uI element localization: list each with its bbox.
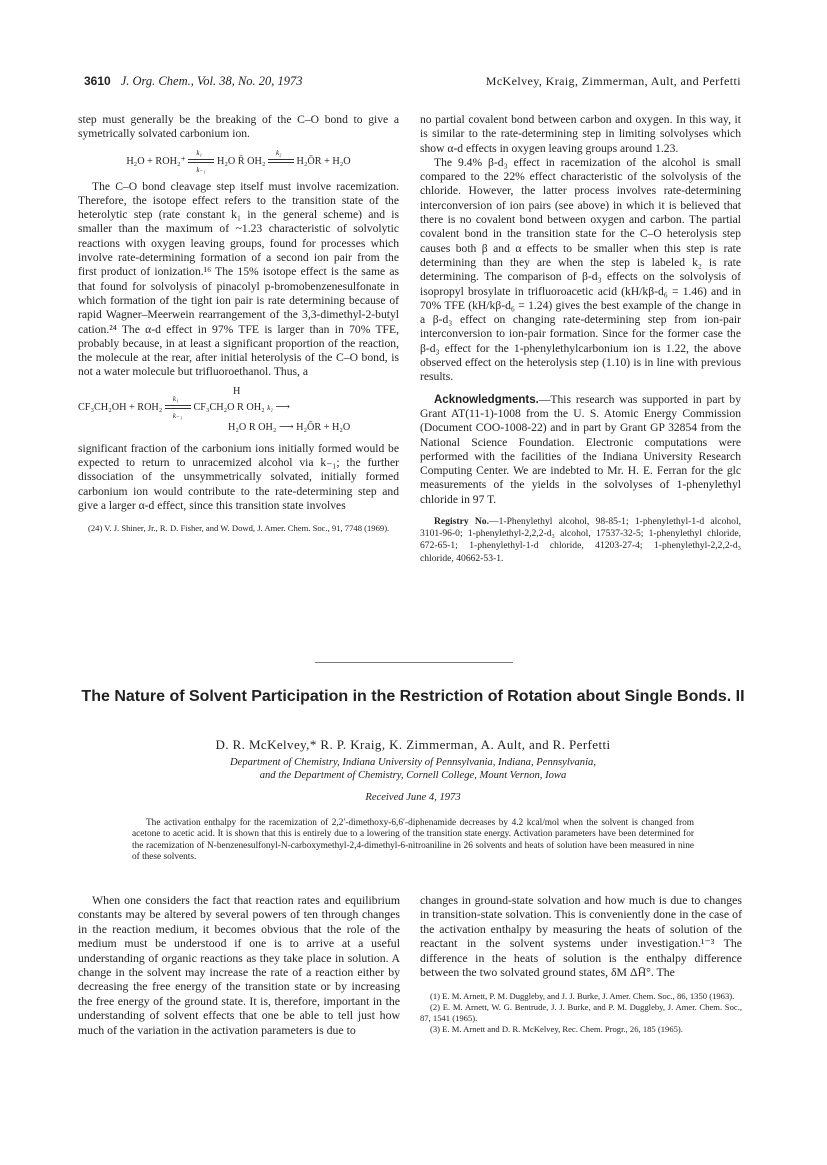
article-title: The Nature of Solvent Participation in the Restriction of Rotation about Single Bonds. II [81,688,745,705]
footnote: (2) E. M. Arnett, W. G. Bentrude, J. J. Burke, and P. M. Duggleby, J. Amer. Chem. Soc., 87, 1541 (1965). [420,1002,742,1024]
body-left-column [78,893,400,1037]
footnote: (24) V. J. Shiner, Jr., R. D. Fisher, and W. Dowd, J. Amer. Chem. Soc., 91, 7748 (1969). [88,523,390,534]
footnotes [420,991,742,1035]
paragraph: When one considers the fact that reaction rates and equilibrium constants may be altered by several powers of ten through changes in the reaction medium, it becomes obvious that the role of the medium must be understood if one is to arrive at a useful understanding of organic reactions as they take place in solution. A change in the solvent may increase the rate of a reaction either by decreasing the free energy of the transition state or by increasing the free energy of the ground state. It is, therefore, important in the understanding of solvent effects that one be able to tell just how much of the variation in the activation parameters is due to [78,893,400,1037]
acknowledgments-heading: Acknowledgments. [434,393,539,406]
affiliation: Department of Chemistry, Indiana University of Pennsylvania, Indiana, Pennsylvania, and the Department of Chemistry, Cornell College, Mount Vernon, Iowa [229,757,596,781]
abstract: The activation enthalpy for the racemization of 2,2′-dimethoxy-6,6′-diphenamide decreases by 4.2 kcal/mol when the solvent is changed from acetone to acetic acid. It is shown that this is entirely due to a lowering of the transition state energy. Activation parameters have been determined for the racemization of N-benzenesulfonyl-N-carboxymethyl-2,4-dimethyl-6-nitroaniline in 26 solvents and heats of solution have been measured in nine of these solvents. [132,818,694,863]
running-header [84,74,741,90]
paragraph: The C–O bond cleavage step itself must involve racemization. Therefore, the isotope effect refers to the transition state of the heterolytic step (rate constant k₁ in the general scheme) and is smaller than the maximum of ~1.23 characteristic of solvolytic reactions with oxygen leaving groups, found for processes which involve rate-determining formation of a second ion pair from the first product of ionization.¹⁶ The 15% isotope effect is the same as that found for solvolysis of pinacolyl p-bromobenzenesulfonate in which formation of the tight ion pair is rate determining because of rapid Wagner–Meerwein rearrangement of the 3,3-dimethyl-2-butyl cation.²⁴ The α-d effect in 97% TFE is larger than in 70% TFE, probably because, in at least a significant proportion of the reaction, the molecule at the rear, after initial heterolysis of the C–O bond, is not a water molecule but trifluoroethanol. Thus, a [78,179,399,379]
left-column [78,113,399,534]
paragraph: significant fraction of the carbonium ions initially formed would be expected to return to unracemized alcohol via k₋₁; the further dissociation of the unsymmetrically solvated, initially formed carbonium ion would contribute to the rate-determining step and give a larger α-d effect, since this transition state involves [78,441,399,512]
section-divider [315,662,513,663]
paragraph: The 9.4% β-d₃ effect in racemization of the alcohol is small compared to the 22% effect characteristic of the solvolysis of the chloride. However, the latter process involves rate-determining interconversion of ion pairs (see above) in which it is believed that there is no covalent bond between oxygen and carbon. The partial covalent bond in the transition state for the C–O heterolysis step causes both β and α effects to be smaller when this step is rate determining than they are when the step is labeled k₂ is rate determining. The comparison of β-d₃ effects on the solvolysis of isopropyl brosylate in trifluoroacetic acid (kH/kβ-d₆ = 1.46) and in 70% TFE (kH/kβ-d₆ = 1.24) gives the best example of the change in a β-d₃ effect on changing rate-determining step from ion-pair interconversion to ion-pair formation. Since for the former case the β-d₃ effect for the 1-phenylethylcarbonium ion is 1.22, the above observed effect on the heterolysis step (1.10) is in line with previous results. [420,155,741,384]
equation-1: H₂O + ROH₂⁺ k₁ k₋₁ H₂O R̄ OH₂ k₂ H₂ŌR + H₂O [126,149,351,175]
registry-numbers: Registry No.—1-Phenylethyl alcohol, 98-85-1; 1-phenylethyl-1-d alcohol, 3101-96-0; 1-phenylethyl-2,2,2-d₃ alcohol, 17537-32-5; 1-phenylethyl chloride, 672-65-1; 1-phenylethyl-1-d chloride, 41203-27-4; 1-phenylethyl-2,2,2-d₃ chloride, 40662-53-1. [420,516,742,564]
paragraph: step must generally be the breaking of the C–O bond to give a symetrically solvated carbonium ion. [78,113,399,141]
equilibrium-arrow-icon: k₂ [268,156,294,166]
header-left [84,74,303,89]
right-column [420,113,741,565]
registry-heading: Registry No. [434,516,490,528]
equilibrium-arrow-icon: k₁ k₋₁ [188,156,214,166]
paragraph: no partial covalent bond between carbon and oxygen. In this way, it is similar to the rate-determining step in limiting solvolyses which show α-d effects in oxygen leaving groups around 1.23. [420,113,741,155]
header-authors: McKelvey, Kraig, Zimmerman, Ault, and Perfetti [485,74,741,88]
footnote: (3) E. M. Arnett and D. R. McKelvey, Rec. Chem. Progr., 26, 185 (1965). [430,1024,683,1035]
equilibrium-arrow-icon: k₁ k₋₁ [165,402,191,412]
journal-citation: J. Org. Chem., Vol. 38, No. 20, 1973 [120,74,303,88]
received-date: Received June 4, 1973 [365,792,461,803]
paragraph: changes in ground-state solvation and how much is due to changes in transition-state solvation. This is conveniently done in the case of the activation enthalpy by measuring the heats of solution of the reactant in the solvent systems under investigation.¹⁻³ The difference in the heats of solution is the enthalpy difference between the two solvated ground states, δM ΔH̄°. The [420,893,742,980]
body-right-column [420,893,742,1035]
article-authors: D. R. McKelvey,* R. P. Kraig, K. Zimmerman, A. Ault, and R. Perfetti [215,737,611,752]
acknowledgments: Acknowledgments.—This research was supported in part by Grant AT(11-1)-1008 from the U. S. Atomic Energy Commission (Document COO-1008-22) and in part by Grant GP 32854 from the National Science Foundation. Electronic computations were performed with the facilities of the Indiana University Research Computing Center. We are indebted to Mr. H. E. Ferran for the glc measurements of the yields in the solvolyses of 1-phenylethyl chloride in 97 T. [420,392,741,506]
page-number: 3610 [84,74,111,88]
equation-2: H CF₃CH₂OH + ROH₂ k₁ k₋₁ CF₃CH₂O R OH₂ k₂ ⟶ H₂O R OH₂ ⟶ H₂ŌR + H₂O [78,385,351,433]
footnote: (1) E. M. Arnett, P. M. Duggleby, and J. J. Burke, J. Amer. Chem. Soc., 86, 1350 (1963). [430,991,735,1002]
